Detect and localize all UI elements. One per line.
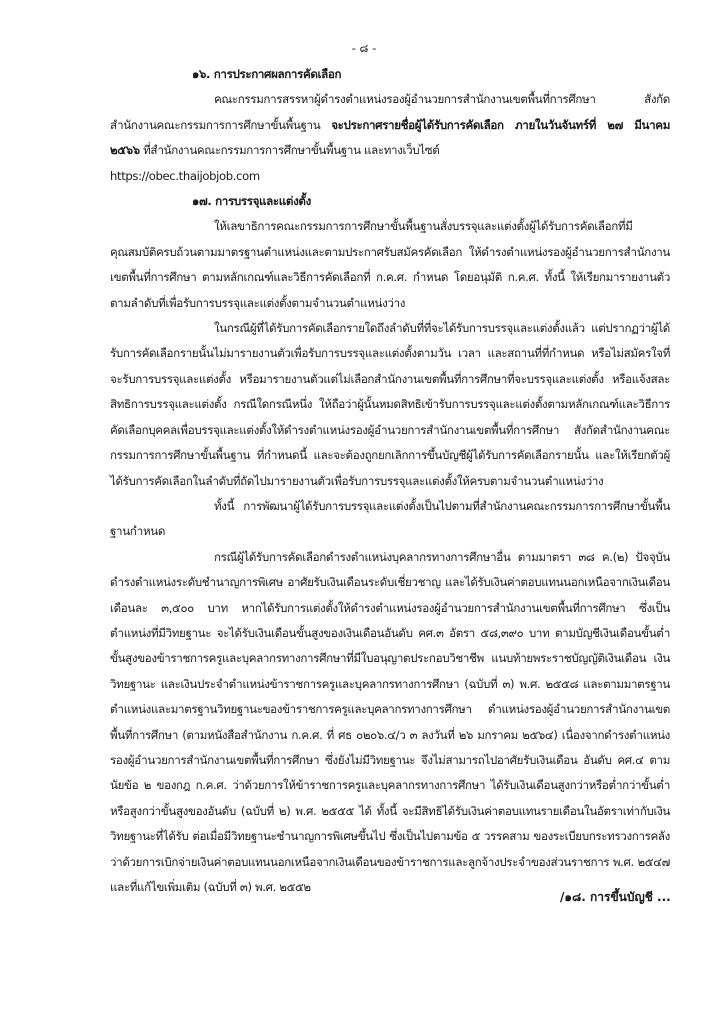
section-16-text-tail: ที่สำนักงานคณะกรรมการการศึกษาขั้นพื้นฐาน และทางเว็บไซต์ xyxy=(139,143,440,158)
continuation-marker: /๑๘. การขึ้นบัญชี ... xyxy=(560,890,671,904)
section-17-heading: ๑๗. การบรรจุและแต่งตั้ง xyxy=(192,194,311,209)
website-url[interactable]: https://obec.thaijobjob.com xyxy=(110,168,260,183)
document-body xyxy=(110,62,670,900)
page-number: - ๘ - xyxy=(351,41,377,55)
section-16-paragraph xyxy=(110,87,670,163)
announcement-date-text: จะประกาศรายชื่อผู้ได้รับการคัดเลือก ภายในวันจันทร์ที่ ๒๗ มีนาคม ๒๕๖๖ xyxy=(110,117,670,158)
section-17-paragraph-2: ในกรณีผู้ที่ได้รับการคัดเลือกรายใดถึงลำดับที่ที่จะได้รับการบรรจุและแต่งตั้งแล้ว แต่ปรากฏว่าผู้ได้รับการคัดเลือกรายนั้นไม่มารายงานตัวเพื่อรับการบรรจุและแต่งตั้งตามวัน เวลา และสถานที่ที่กำหนด หรือไม่สมัครใจที่จะรับการบรรจุและแต่งตั้ง หรือมารายงานตัวแต่ไม่เลือกสำนักงานเขตพื้นที่การศึกษาที่จะบรรจุและแต่งตั้ง หรือแจ้งสละสิทธิการบรรจุและแต่งตั้ง กรณีใดกรณีหนึ่ง ให้ถือว่าผู้นั้นหมดสิทธิเข้ารับการบรรจุและแต่งตั้งตามหลักเกณฑ์และวิธีการคัดเลือกบุคคลเพื่อบรรจุและแต่งตั้งให้ดำรงตำแหน่งรองผู้อำนวยการสำนักงานเขตพื้นที่การศึกษา สังกัดสำนักงานคณะกรรมการการศึกษาขั้นพื้นฐาน ที่กำหนดนี้ และจะต้องถูกยกเลิกการขึ้นบัญชีผู้ได้รับการคัดเลือกรายนั้น และให้เรียกตัวผู้ได้รับการคัดเลือกในลำดับที่ถัดไปมารายงานตัวเพื่อรับการบรรจุและแต่งตั้งให้ครบตามจำนวนตำแหน่งว่าง xyxy=(110,321,670,488)
section-17-paragraph-4: กรณีผู้ได้รับการคัดเลือกดำรงตำแหน่งบุคลากรทางการศึกษาอื่น ตามมาตรา ๓๘ ค.(๒) ปัจจุบันดำรงตำแหน่งระดับชำนาญการพิเศษ อาศัยรับเงินเดือนระดับเชี่ยวชาญ และได้รับเงินค่าตอบแทนนอกเหนือจากเงินเดือน เดือนละ ๓,๕๐๐ บาท หากได้รับการแต่งตั้งให้ดำรงตำแหน่งรองผู้อำนวยการสำนักงานเขตพื้นที่การศึกษา ซึ่งเป็นตำแหน่งที่มีวิทยฐานะ จะได้รับเงินเดือนขั้นสูงของเงินเดือนอันดับ คศ.๓ อัตรา ๕๘,๓๙๐ บาท ตามบัญชีเงินเดือนขั้นต่ำขั้นสูงของข้าราชการครูและบุคลากรทางการศึกษาที่มีใบอนุญาตประกอบวิชาชีพ แนบท้ายพระราชบัญญัติเงินเดือน เงินวิทยฐานะ และเงินประจำตำแหน่งข้าราชการครูและบุคลากรทางการศึกษา (ฉบับที่ ๓) พ.ศ. ๒๕๕๘ และตามมาตรฐานตำแหน่งและมาตรฐานวิทยฐานะของข้าราชการครูและบุคลากรทางการศึกษา ตำแหน่งรองผู้อำนวยการสำนักงานเขตพื้นที่การศึกษา (ตามหนังสือสำนักงาน ก.ค.ศ. ที่ ศธ ๐๒๐๖.๔/ว ๓ ลงวันที่ ๒๖ มกราคม ๒๕๖๔) เนื่องจากดำรงตำแหน่งรองผู้อำนวยการสำนักงานเขตพื้นที่การศึกษา ซึ่งยังไม่มีวิทยฐานะ จึงไม่สามารถไปอาศัยรับเงินเดือน อันดับ คศ.๔ ตามนัยข้อ ๒ ของกฎ ก.ค.ศ. ว่าด้วยการให้ข้าราชการครูและบุคลากรทางการศึกษา ได้รับเงินเดือนสูงกว่าหรือต่ำกว่าขั้นต่ำหรือสูงกว่าขั้นสูงของอันดับ (ฉบับที่ ๒) พ.ศ. ๒๕๕๕ ได้ ทั้งนี้ จะมีสิทธิได้รับเงินค่าตอบแทนรายเดือนในอัตราเท่ากับเงินวิทยฐานะที่ได้รับ ต่อเมื่อมีวิทยฐานะชำนาญการพิเศษขึ้นไป ซึ่งเป็นไปตามข้อ ๕ วรรคสาม ของระเบียบกระทรวงการคลังว่าด้วยการเบิกจ่ายเงินค่าตอบแทนนอกเหนือจากเงินเดือนของข้าราชการและลูกจ้างประจำของส่วนราชการ พ.ศ. ๒๕๔๗ และที่แก้ไขเพิ่มเติม (ฉบับที่ ๓) พ.ศ. ๒๕๕๒ xyxy=(110,549,670,894)
section-16-text: คณะกรรมการสรรหาผู้ดำรงตำแหน่งรองผู้อำนวยการสำนักงานเขตพื้นที่การศึกษา สังกัดสำนักงานคณะกรรมการการศึกษาขั้นพื้นฐาน xyxy=(110,92,670,132)
section-17-paragraph-3: ทั้งนี้ การพัฒนาผู้ได้รับการบรรจุและแต่งตั้งเป็นไปตามที่สำนักงานคณะกรรมการการศึกษาขั้นพื้นฐานกำหนด xyxy=(110,498,670,539)
section-16-heading: ๑๖. การประกาศผลการคัดเลือก xyxy=(192,67,342,81)
section-17-paragraph-1: ให้เลขาธิการคณะกรรมการการศึกษาขั้นพื้นฐานสั่งบรรจุและแต่งตั้งผู้ได้รับการคัดเลือกที่มีคุณสมบัติครบถ้วนตามมาตรฐานตำแหน่งและตามประกาศรับสมัครคัดเลือก ให้ดำรงตำแหน่งรองผู้อำนวยการสำนักงานเขตพื้นที่การศึกษา ตามหลักเกณฑ์และวิธีการคัดเลือกที่ ก.ค.ศ. กำหนด โดยอนุมัติ ก.ค.ศ. ทั้งนี้ ให้เรียกมารายงานตัวตามลำดับที่เพื่อรับการบรรจุและแต่งตั้งตามจำนวนตำแหน่งว่าง xyxy=(110,219,670,310)
